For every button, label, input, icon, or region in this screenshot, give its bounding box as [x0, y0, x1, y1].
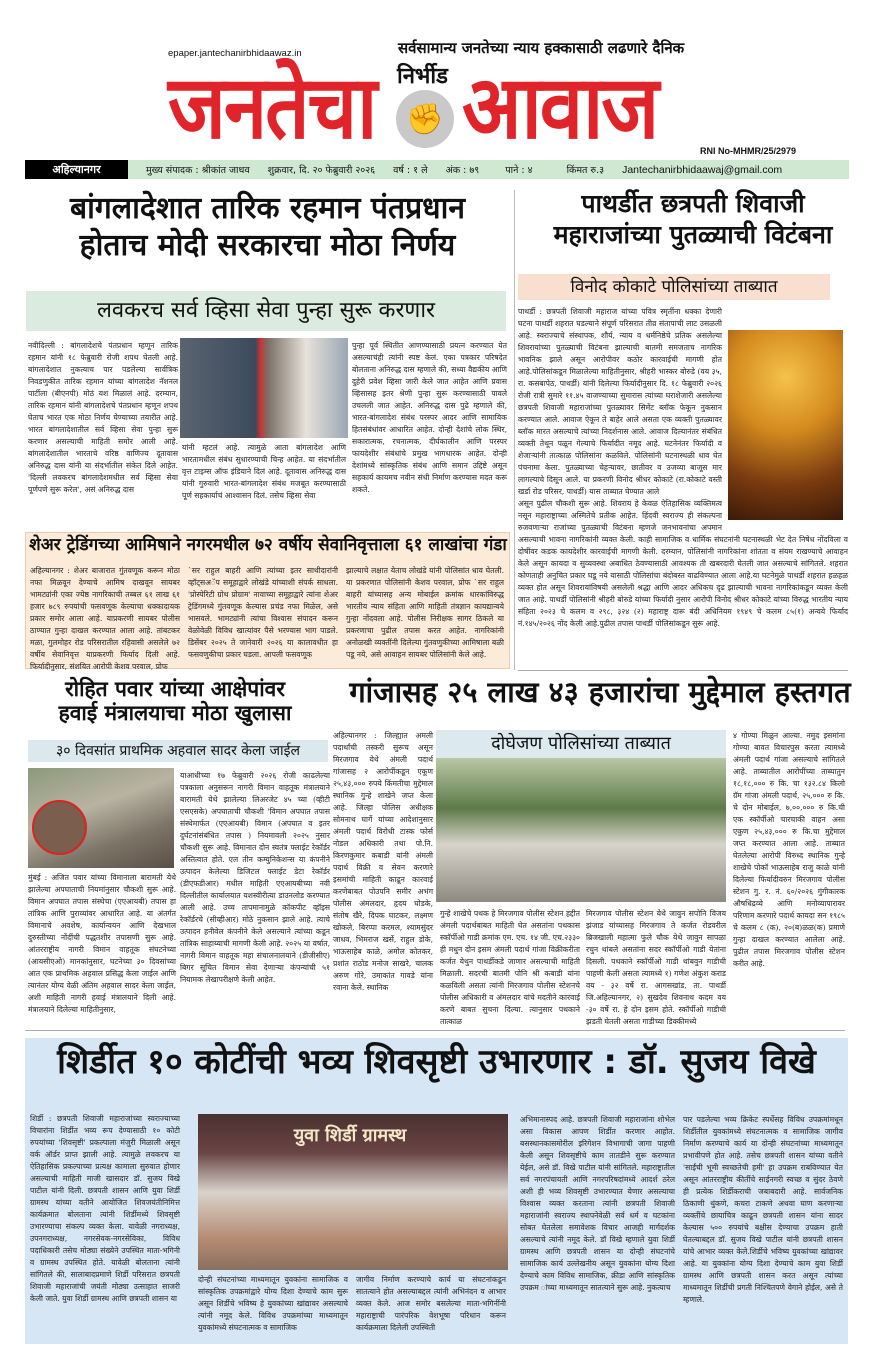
ganja-photo-caption: दोघेजण पोलिसांच्या ताब्यात [436, 730, 726, 758]
subhead-pathardi: विनोद कोकाटे पोलिसांच्या ताब्यात [518, 274, 830, 300]
shirdi-col-1: शिर्डी : छत्रपती शिवाजी महाराजांच्या स्वराज्याच्या विचारांना शिर्डीत भव्य रूप देण्यासाठी १० कोटी रुपयांच्या 'शिवसृष्टी' प्रकल्पाला मंजुरी मिळाली असून वर्क ऑर्डर प्राप्त झाली आहे. त्यामुळे लवकरच या ऐतिहासिक प्रकल्पाच्या प्रत्यक्ष कामाला सुरुवात होणार असल्याची माहिती माजी खासदार डॉ. सुजय विखे पाटील यांनी दिली. छत्रपती शासन आणि युवा शिर्डी ग्रामस्थ यांच्या वतीने आयोजित शिवजयंतीनिमित्त कार्यक्रमात बोलताना त्यांनी शिर्डीमध्ये शिवसृष्टी उभारण्याचा संकल्प व्यक्त केला. यावेळी नगराध्यक्ष, उपनगराध्यक्ष, नगरसेवक-नगरसेविका, विविध पदाधिकारी तसेच मोठ्या संख्येने उपस्थित माता-भगिनी व ग्रामस्थ उपस्थित होते. यावेळी बोलताना त्यांनी सांगितले की, सालाबादप्रमाणे शिर्डी परिसरात छत्रपती शिवाजी महाराजांची जयंती मोठ्या उत्साहात साजरी केली जाते. युवा शिर्डी ग्रामस्थ आणि छत्रपती शासन या [30, 1114, 180, 1303]
police-group-photo [436, 758, 726, 902]
subhead-bangladesh: लवकरच सर्व व्हिसा सेवा पुन्हा सुरू करणार [26, 291, 506, 331]
bangladesh-col-1: नवीदिल्ली : बांगलादेशचे पंतप्रधान म्हणून तारिक रहमान यांनी १८ फेब्रुवारी रोजी शपथ घेतली आहे. बांगलादेशात नुकत्याच पार पडलेल्या सार्वत्रिक निवडणुकीत तारिक रहमान यांच्या बांगलादेश नॅशनल पार्टीला (बीएनपी) मोठं यश मिळालं आहे. दरम्यान, तारिक रहमान यांनी बांगलादेशचे पंतप्रधान म्हणून शपथ घेताच भारत एक मोठा निर्णय घेण्याच्या तयारीत आहे. भारत बांगलादेशातील सर्व व्हिसा सेवा पुन्हा सुरू करणार असल्याची माहिती समोर आली आहे. बांगलादेशातील भारताचे वरिष्ठ वाणिज्य दूतावास अनिरुद्ध दास यांनी या संदर्भातील संकेत दिले आहेत. 'दिल्ली लवकरच बांगलादेशमधील सर्व व्हिसा सेवा पूर्णपणे सुरू करेल', असं अनिरुद्ध दास [28, 341, 178, 494]
pathardi-col-1: पाथर्डी : छत्रपती शिवाजी महाराज यांच्या पवित्र स्मृतींना धक्का देणारी घटना पाथर्डी शहरात घडल्याने संपूर्ण परिसरात तीव्र संतापाची लाट उसळली आहे. स्वराज्याचे संस्थापक, शौर्य, न्याय व धर्मनिष्ठेचे प्रतिक असलेल्या शिवरायांच्या पुतळ्याची विटंबना झाल्याची बातमी समजताच नागरिक भावनिक झाले असून आरोपीवर कठोर कारवाईची मागणी होत आहे.पोलिसांकडून मिळालेल्या माहितीनुसार, श्रीहरी भास्कर बोरुडे (वय ३५, रा. कसबापेठ, पाथर्डी) यांनी दिलेल्या फिर्यादीनुसार दि. १८ फेब्रुवारी २०२६ रोजी रात्री सुमारे ११.४५ वाजण्याच्या सुमारास त्यांच्या घराशेजारी असलेल्या छत्रपती शिवाजी महाराजांच्या पुतळ्यावर सिमेंट ब्लॉक फेकून नुकसान करण्यात आले. आवाज ऐकून ते बाहेर आले असता एक व्यक्ती पुतळ्यावर ब्लॉक मारत असल्याचे त्यांच्या निदर्शनास आले. आवाज दिल्यानंतर संबंधित व्यक्ती तेथून पळून गेल्याचे फिर्यादीत नमूद आहे. घटनेनंतर फिर्यादी व शेजाऱ्यांनी तात्काळ पोलिसांना कळविले. पोलिसांनी घटनास्थळी धाव घेत पंचनामा केला. पुतळ्याच्या चेहऱ्यावर, छातीवर व उजव्या बाजूस मार लागल्याचे दिसून आले. या प्रकरणी विनोद श्रीधर कोकाटे (रा.कोकाटे वस्ती खर्डा रोड परिसर, पाथर्डी) यास ताब्यात घेण्यात आले [518, 307, 722, 496]
rohit-pawar-avatar [32, 800, 87, 855]
headline-line-1: बांगलादेशात तारिक रहमान पंतप्रधान [69, 191, 466, 226]
logo-right-word: आवाज [462, 58, 658, 159]
subhead-rohit-pawar: ३० दिवसांत प्राथमिक अहवाल सादर केला जाईल [28, 740, 328, 762]
info-bar [25, 160, 849, 179]
bangladesh-col-2: यांनी म्हटलं आहे. त्यामुळे आता बांगलादेश आणि भारतामधील संबंध सुधारण्याची चिन्ह आहेत. या संदर्भातील वृत्त टाइम्स ऑफ इंडियाने दिलं आहे. दूतावास अनिरुद्ध दास यांनी गुरुवारी भारत-बांगलादेश संबंध मजबूत करण्यासाठी पूर्ण सहकार्याचं आश्वासन दिलं. तसेच व्हिसा सेवा [182, 443, 346, 500]
rohit-col-1: मुंबई : अजित पवार यांच्या विमानाला बारामती येथे झालेल्या अपघाताची नियमांनुसार चौकशी सुरू आहे. विमान अपघात तपास संस्थेचा (एएआयबी) तपास हा तांत्रिक आणि पुराव्यांवर आधारित आहे. या अंतर्गत विमानाचे अवशेष, कार्यान्वयन आणि देखभाल दुरुस्तीच्या नोंदींची पद्धतशीर तपासणी सुरू आहे. आंतरराष्ट्रीय नागरी विमान वाहतूक संघटनेच्या (आयसीएओ) मानकांनुसार, घटनेच्या ३० दिवसांच्या आत एक प्राथमिक अहवाल प्रसिद्ध केला जाईल आणि त्यानंतर योग्य वेळी अंतिम अहवाल सादर केला जाईल, अशी माहिती नागरी हवाई मंत्रालयाने दिली आहे. मंत्रालयाने दिलेल्या माहितीनुसार, [28, 873, 176, 1014]
modi-rahman-photo [180, 338, 348, 438]
share-col-3: झाल्याचे लक्षात येताच लोखंडे यांनी पोलिसांत धाव घेतली. या प्रकरणात पोलिसांनी केशव परवाल, प्रोफ `सर राहुल बाहरी यांच्यासह अन्य मोबाईल क्रमांक धारकांविरुद्ध भारतीय न्याय संहिता आणि माहिती तंत्रज्ञान कायद्यान्वये गुन्हा नोंदवला आहे. पोलीस निरीक्षक सागर ठिकले या प्रकरणाचा पुढील तपास करत आहेत. नागरिकांनी अनोळखी व्यक्तींनी दिलेल्या गुंतवणुकीच्या आमिषाला बळी पडू नये, असे आवाहन सायबर पोलिसांनी केले आहे. [346, 566, 504, 659]
shivaji-maharaj-portrait [728, 330, 843, 520]
shirdi-col-3: जागीव निर्माण करण्याचे कार्य या संघटनांकडून सातत्याने होत असल्याबद्दल त्यांनी अभिनंदन व आभार व्यक्त केले. आज समोर बसलेल्या माता-भगिनींनी महाराष्ट्राची पारंपरिक वेशभूषा परिधान करून कार्यक्रमाला दिलेली उपस्थिती [356, 1275, 506, 1332]
headline-shirdi: शिर्डीत १० कोटींची भव्य शिवसृष्टी उभारणार : डॉ. सुजय विखे [57, 1042, 816, 1082]
page-count: पाने : ४ [505, 165, 533, 176]
share-col-1: अहिल्यानगर : शेअर बाजारात गुंतवणूक करून मोठा नफा मिळवून देण्याचे आमिष दाखवून सायबर भामट्यांनी एका ज्येष्ठ नागरिकाची तब्बल ६१ लाख ६१ हजार ७८९ रुपयांची फसवणूक केल्याचा धक्कादायक प्रकार समोर आला आहे. याप्रकरणी सायबर पोलीस ठाण्यात गुन्हा दाखल करण्यात आला आहे. तांबटकर मळा, गुलमोहर रोड परिसरातील रहिवासी असलेले ७२ वर्षीय सेवानिवृत्त याप्रकरणी फिर्याद दिली आहे. फिर्यादीनुसार, संशयित आरोपी केशव परवाल, प्रोफ [30, 566, 180, 671]
fist-pen-icon: ✊ [396, 90, 454, 148]
shirdi-col-4: अभिमानास्पद आहे. छत्रपती शिवाजी महाराजांना शोभेल असा विकास आपण शिर्डीत करणार आहोत. बसस्थानकासमोरील इरिगेशन विभागाची जागा पाहणी केली असून शिवसृष्टीचे काम तातडीने सुरू करण्यात येईल, असे डॉ. विखे पाटील यांनी सांगितले. महाराष्ट्रातील सर्व नगरपंचायती आणि नगरपरिषदांमध्ये आदर्श ठरेल अशी ही भव्य शिवसृष्टी उभारण्यात येणार असल्याचा विश्वास व्यक्त करताना त्यांनी छत्रपती शिवाजी महाराजांनी स्वराज्य स्थापनेवेळी सर्व धर्म व घटकांना सोबत घेतलेला समावेशक विचार आजही मार्गदर्शक असल्याचे त्यांनी नमूद केले. डॉ विखे म्हणाले युवा शिर्डी ग्रामस्थ आणि छत्रपती शासन या दोन्ही संघटनांचे सामाजिक कार्य उल्लेखनीय असून युवकांना योग्य दिशा देण्याचे काम विविध सामाजिक, क्रीडा आणि सांस्कृतिक उपक्रम ांच्या माध्यमातून सातत्याने सुरू आहे. नुकत्याच [520, 1115, 675, 1292]
headline-line-2: महाराजांच्या पुतळ्याची विटंबना [553, 219, 833, 249]
headline-share-trading: शेअर ट्रेडिंगच्या आमिषाने नगरमधील ७२ वर्षीय सेवानिवृत्ताला ६१ लाखांचा गंडा [29, 535, 507, 555]
share-col-2: `सर राहुल बाहरी आणि त्यांच्या इतर साथीदारांनी व्हॉट्सअॅप समूहाद्वारे लोखंडे यांच्याशी संपर्क साधला. 'प्रोस्पेरिटी ग्रोथ प्रोग्राम' नावाच्या समूहाद्वारे त्यांना शेअर ट्रेडिंगमध्ये गुंतवणूक केल्यास प्रचंड नफा मिळेल, असे भासवले. भामट्यांनी त्यांचा विश्वास संपादन करून वेळोवेळी विविध खात्यांवर पैसे भरण्यास भाग पाडले. डिसेंबर २०२५ ते जानेवारी २०२६ या कालावधीत हा फसवणुकीचा प्रकार घडला. आपली फसवणूक [188, 566, 338, 659]
bangladesh-col-3: पुन्हा पूर्व स्थितीत आणण्यासाठी प्रयत्न करण्यात येत असल्याचंही त्यांनी स्पष्ट केलं. एका पत्रकार परिषदेत बोलताना अनिरुद्ध दास म्हणाले की, सध्या वैद्यकीय आणि दुहेरी प्रवेश व्हिसा जारी केले जात आहेत आणि प्रवास व्हिसासह इतर श्रेणी पुन्हा सुरू करण्यासाठी पावले उचलली जात आहेत. अनिरुद्ध दास पुढे म्हणाले की, भारत-बांगलादेश संबंध परस्पर आदर आणि सामायिक हितसंबंधांवर आधारित आहेत. दोन्ही देशांचे लोक स्थिर, सकारात्मक, रचनात्मक, दीर्घकालीन आणि परस्पर फायदेशीर संबंधांचे प्रमुख भागधारक आहेत. दोन्ही देशांमध्ये सांस्कृतिक संबंध आणि समान उद्दिष्टे असून सहकार्य कायमच नवीन संधी निर्माण करण्यास मदत करू शकते. [352, 341, 507, 494]
price: किंमत रु.३ [566, 165, 605, 176]
pathardi-body [518, 306, 848, 668]
rohit-col-2: याआधीच्या १७ फेब्रुवारी २०२६ रोजी काढलेल्या पत्रकाला अनुसरून नागरी विमान वाहतूक मंत्रालयाने बारामती येथे झालेल्या लिअरजेट ४५ च्या (व्हीटी एसएसके) अपघाताची चौकशी 'विमान अपघात तपास संस्थेमार्फत (एएआयबी) विमान (अपघात व इतर दुर्घटनांसंबंधित तपास ) नियमावली २०२५ नुसार चौकशी सुरू आहे. विमानात दोन स्वतंत्र फ्लाईट रेकॉर्डर अस्तित्वात होते. एल तीन कम्युनिकेशन्स या कंपनीने उत्पादन केलेल्या डिजिटल फ्लाईट डेटा रेकॉर्डर (डीएफडीआर) मधील माहिती एएआयबीच्या नवी दिल्लीतील कार्यालयात यशस्वीरीत्या डाउनलोड करण्यात आली आहे. उच्च तापमानामुळे कॉकपीट व्हॉइस रेकॉर्डरचे (सीव्हीआर) मोठे नुकसान झाले आहे. त्याचे उत्पादन हनीवेल कंपनीने केले असल्याने त्यांच्या कडून तांत्रिक साहाय्याची मागणी केली आहे. २०२५ या वर्षात, नागरी विमान वाहतूक महा संचालनालयाने (डीजीसीए) बिगर सूचित विमान सेवा देणाऱ्या कंपन्यांची ५१ नियामक लेखापरीक्षणे केली आहेत. [180, 771, 330, 984]
ganja-col-1: अहिल्यानगर : जिल्ह्यात अमली पदार्थांची तस्करी सुरूच असून मिरजगाव येथे अंमली पदार्थ गांजासह २ आरोपींकडून एकूण २५,४३,००० रुपये किंमतीचा मुद्देमाल स्थानिक गुन्हे शाखेने जप्त केला आहे. जिल्हा पोलिस अधीक्षक सोमनाथ घार्गे यांच्या आदेशानुसार अंमली पदार्थ विरोधी टास्क फोर्स नोडल अधिकारी तथा पो.नि. किरणकुमार कबाडी यांनी अंमली पदार्थ विक्री व सेवन करणारे इसमांची माहिती काढून कारवाई करणेबाबत पोउपनि समीर अभंग पोलीस अंमलदार, हृदय घोडके, संतोष खैरे, दिपक घाटकर, लक्ष्मण खोकले, बिरप्पा करमल, श्यामसुंदर जाधव, भिमराज खर्से, राहुल डोके, भाऊसाहेब काळे, अमोल कोतकर, प्रशांत राठोड मनोज साखरे, चालक अरुण गोरे, उमाकांत गावडे यांना रवाना केले. स्थानिक [333, 731, 433, 992]
contact-email[interactable]: Jantechanirbhidaawaj@gmail.com [622, 163, 783, 176]
issue-date: शुक्रवार, दि. २० फेब्रुवारी २०२६ [267, 165, 376, 176]
headline-line-2: होताच मोदी सरकारचा मोठा निर्णय [79, 227, 456, 263]
issue-number: अंक : ७९ [445, 165, 480, 176]
article-pathardi [518, 190, 868, 250]
shirdi-photo-banner: युवा शिर्डी ग्रामस्थ [293, 1125, 407, 1146]
pathardi-col-2: असून पुढील चौकशी सुरू आहे. शिवराय हे केवळ ऐतिहासिक व्यक्तिमत्व नसून महाराष्ट्राच्या अस्मितेचे प्रतीक आहेत. हिंदवी स्वराज्य ही संकल्पना रुजवणाऱ्या राजांच्या पुतळ्याची विटंबना म्हणजे जनभावनांचा अपमान असल्याची भावना नागरिकांनी व्यक्त केली. काही सामाजिक व धार्मिक संघटनांनी घटनास्थळी भेट देत निषेध नोंदविला व दोषींवर कडक कायदेशीर कारवाईची मागणी केली. दरम्यान, पोलिसांनी नागरिकांना शांतता व संयम राखण्याचे आवाहन केले असून कायदा व सुव्यवस्था अबाधित ठेवण्यासाठी आवश्यक ती खबरदारी घेतली जात असल्याचे सांगितले. शहरात कोणताही अनुचित प्रकार घडू नये यासाठी पोलिसांचा बंदोबस्त वाढविण्यात आला आहे.या घटनेमुळे पाथर्डी शहरात हळहळ व्यक्त होत असून शिवरायांविषयी असलेली श्रद्धा आणि आदर अधिकच दृढ झाल्याची भावना नागरिकांकडून व्यक्त केली जात आहे. पाथर्डी पोलिसांनी श्रीहरी बोरुडे यांच्या फिर्यादी नुसार आरोपी विनोद श्रीधर कोकाटे यांच्या विरुद्ध भारतीय न्याय संहिता २०२३ चे कलम व २९८, ३२४ (२) महाराष्ट्र दारू बंदी अधिनियम १९४९ चे कलम ८५(१) अन्वये फिर्याद नं.१४५/२०२६ नोंद केली आहे.पुढील तपास पाथर्डी पोलिसांकडून सुरू आहे. [518, 499, 848, 628]
headline-line-1: पाथर्डीत छत्रपती शिवाजी [581, 189, 805, 218]
headline-ganja: गांजासह २५ लाख ४३ हजारांचा मुद्देमाल हस्तगत [349, 675, 851, 709]
shirdi-col-5: पार पडलेल्या भव्य क्रिकेट स्पर्धेसह विविध उपक्रमांमधून शिर्डीतील युवकांमध्ये संघटनात्मक व सामाजिक जागीव निर्माण करण्याचे कार्य या दोन्ही संघटनांच्या माध्यमातून प्रभावीपणे होत आहे. तसेच छत्रपती शासन यांच्या वतीने 'साईंची भूमी स्वच्छतेची हमी' हा उपक्रम राबविण्यात येत असून आंतरराष्ट्रीय कीर्तीचे साईनगरी स्वच्छ व सुंदर ठेवणे ही प्रत्येक शिर्डीकराची जबाबदारी आहे. सार्वजनिक ठिकाणी थुंकणे, कचरा टाकणे अथवा घाण करणाऱ्या व्यक्तींचे छायाचित्र काढून छत्रपती शासन यांना सादर केल्यास ५०० रुपयांचे बक्षीस देण्याचा उपक्रम हाती घेतल्याबद्दल डॉ. सुजय विखे पाटील यांनी छत्रपती शासन यांचे आभार व्यक्त केले.शिर्डीचे भविष्य युवकांच्या खांद्यावर आहे. या युवकांना योग्य दिशा देण्याचे काम युवा शिर्डी ग्रामस्थ आणि छत्रपती शासन करत असून त्यांच्या माध्यमातून शिर्डीची प्रगती निश्चितपणे वेगाने होईल, असे ते म्हणाले. [683, 1115, 843, 1304]
logo-middle-word: निर्भीड [397, 64, 448, 89]
masthead-url[interactable]: epaper.jantechanirbhidaawaz.in [168, 48, 302, 59]
article-bangladesh [25, 192, 510, 263]
ganja-col-3: मिरजगाव पोलीस स्टेशन येथे जावुन सपोनि विजय झंजाड यांच्यासह मिरजगाव ते कर्जत रोडवरील ब्रिजखाली महात्मा फुले चौक येथे जावुन सापळा रचुन थांबले असतांना सदर स्कॉर्पीओ गाडी येतांना दिसली. पथकाने स्कॉर्पीओ गाडी थांबवुन गाडीची पाहणी केली असता त्यामध्ये १) गणेश अंकुश कराड वय - ३२ वर्षे रा. आगसखांड, ता. पाथर्डी जि.अहिल्यानगर, २) सुखदेव शिवनाथ कदम वय -३० वर्षे रा. हे दोन इसम होते. स्कॉर्पीओ गाडीची झडती घेतली असता गाडीच्या डिक्कीमध्ये [586, 909, 726, 1026]
ganja-col-2: गुन्हे शाखेचे पथक हे मिरजगाव पोलीस स्टेशन हद्दीत अंमली पदार्थबाबत माहिती घेत असतांना पथकास स्कॉर्पीओ गाडी क्रमांक एम. एच. १४ जी. एच.२३३० ही मधुन दोन इसम अंमली पदार्थ गांजा विक्रीकरीता कर्जत येथुन पाथर्डीकडे जाणार असल्याची माहिती मिळाली. सदरची बातमी पोनि श्री कबाडी यांना कळविली असता त्यांनी मिरजगाव पोलीस स्टेशनचे पोलीस अधिकारी व अंमलदार यांचे मदतीने कारवाई करणे बाबत सुचना दिल्या. त्यानुसार पथकाने तात्काळ [440, 909, 580, 1026]
edition-label: अहिल्यानगर [25, 160, 128, 179]
shirdi-col-2: दोन्ही संघटनांच्या माध्यमातून युवकांना सामाजिक व सांस्कृतिक उपक्रमांद्वारे योग्य दिशा देण्याचे काम सुरू असून शिर्डीचे भविष्य हे युवकांच्या खांद्यावर असल्याचे त्यांनी नमूद केले. विविध उपक्रमांच्या माध्यमातून युवकांमध्ये संघटनात्मक व सामाजिक [198, 1275, 348, 1332]
ganja-col-4: ४ गोण्या मिळुन आल्या. नमुद इसमांना गोण्या बावत विचारपुस करता त्यामध्ये अंमली पदार्थ गांजा असल्याचे सांगितले आहे. ताब्यातील आरोपींच्या ताब्यातुन १८,१८,००० रु कि. चा १३२.८४ किलो ग्रॅम गांजा अंमली पदार्थ, २५,००० रु कि. चे दोन मोबाईल, ७,००,००० रु कि.ची एक स्कॉर्पीओ चारचाकी वाहन असा एकुण २५,४३,००० रु कि.चा मुद्देमाल जप्त करण्यात आला आहे. ताब्यात घेतलेल्या आरोपी विरुध्द स्थानिक गुन्हे शाखेचे पोकॉ भाऊसाहेब राजु काळे यांनी दिलेल्या फिर्यादीवरुन मिरजगाव पोलीस स्टेशन गु. र. नं. ६०/२०२६ गुंगीकारक औषधिद्रव्ये आणि मनोव्यापारावर परिणाम करणारे पदार्थ कायदा सन १९८५ चे कलम ८ (क), २०(ब)ळळ(क) प्रमाणे गुन्हा दाखल करण्यात आलेला आहे. पुढील तपास मिरजगाव पोलीस स्टेशन करीत आहे. [733, 731, 845, 968]
volume-year: वर्ष : १ ले [393, 165, 428, 176]
logo-left-word: जनतेचा [168, 58, 376, 159]
chief-editor: मुख्य संपादक : श्रीकांत जाधव [146, 165, 250, 176]
headline-line-1: रोहित पवार यांच्या आक्षेपांवर [65, 677, 285, 701]
masthead-tagline: सर्वसामान्य जनतेच्या न्याय हक्कासाठी लढणारे दैनिक [398, 39, 685, 57]
headline-line-2: हवाई मंत्रालयाचा मोठा खुलासा [58, 701, 292, 726]
article-rohit-pawar [25, 677, 325, 725]
rni-number: RNI No-MHMR/25/2979 [700, 146, 797, 156]
